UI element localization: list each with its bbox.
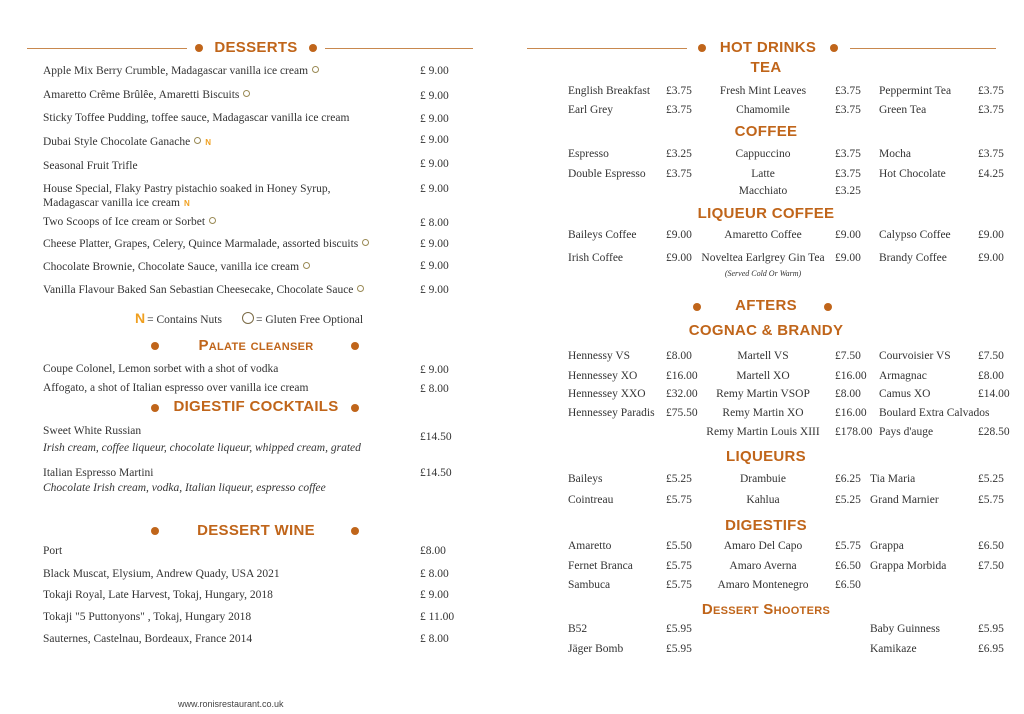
section-title-palate-cleanser: Palate cleanser bbox=[198, 337, 314, 354]
drink-price: £178.00 bbox=[835, 426, 873, 438]
dessert-item-price: £ 9.00 bbox=[420, 65, 449, 77]
wine-item-name: Port bbox=[43, 545, 63, 557]
drink-name: Pays d'auge bbox=[879, 426, 934, 438]
contains-nuts-icon: N bbox=[205, 138, 211, 147]
dessert-item bbox=[43, 260, 310, 274]
section-title-desserts: DESSERTS bbox=[214, 39, 298, 56]
drink-price: £5.75 bbox=[835, 540, 861, 552]
gluten-free-icon bbox=[209, 217, 216, 224]
drink-name: Jäger Bomb bbox=[568, 643, 624, 655]
dessert-item bbox=[43, 111, 349, 125]
dessert-item-price: £ 9.00 bbox=[420, 158, 449, 170]
drink-name: Drambuie bbox=[740, 473, 786, 485]
drink-name: Irish Coffee bbox=[568, 252, 624, 264]
drink-price: £3.25 bbox=[666, 148, 692, 160]
drink-price: £9.00 bbox=[978, 229, 1004, 241]
drink-name: Fresh Mint Leaves bbox=[719, 85, 807, 97]
serving-note: (Served Cold Or Warm) bbox=[724, 269, 802, 278]
dessert-item-name: House Special, Flaky Pastry pistachio soaked in Honey Syrup, Madagascar vanilla ice cream bbox=[43, 183, 331, 209]
drink-name: Remy Martin Louis XIII bbox=[706, 426, 820, 438]
palate-item-name: Coupe Colonel, Lemon sorbet with a shot of vodka bbox=[43, 363, 279, 375]
section-title-liqueurs: LIQUEURS bbox=[726, 448, 806, 465]
drink-price: £14.00 bbox=[978, 388, 1010, 400]
drink-name: Tia Maria bbox=[870, 473, 916, 485]
section-title-dessert-shooters: Dessert Shooters bbox=[701, 601, 831, 618]
drink-name: Amaro Montenegro bbox=[717, 579, 809, 591]
drink-name: Grappa Morbida bbox=[870, 560, 947, 572]
wine-item-name: Tokaji "5 Puttonyons" , Tokaj, Hungary 2018 bbox=[43, 611, 252, 623]
wine-item-name: Tokaji Royal, Late Harvest, Tokaj, Hungary, 2018 bbox=[43, 589, 273, 601]
drink-price: £5.25 bbox=[666, 473, 692, 485]
drink-price: £3.75 bbox=[835, 148, 861, 160]
dessert-item-name: Two Scoops of Ice cream or Sorbet bbox=[43, 216, 206, 228]
drink-name: Kamikaze bbox=[870, 643, 917, 655]
drink-price: £16.00 bbox=[835, 370, 867, 382]
drink-name: Amaro Del Capo bbox=[723, 540, 803, 552]
section-title-digestif-cocktails: DIGESTIF COCKTAILS bbox=[173, 398, 339, 415]
drink-price: £3.75 bbox=[666, 85, 692, 97]
drink-price: £7.50 bbox=[835, 350, 861, 362]
drink-price: £9.00 bbox=[835, 229, 861, 241]
cocktail-description: Chocolate Irish cream, vodka, Italian liqueur, espresso coffee bbox=[43, 482, 326, 494]
drink-name: Amaretto bbox=[568, 540, 612, 552]
dessert-item-name: Seasonal Fruit Trifle bbox=[43, 160, 138, 172]
dessert-item bbox=[43, 283, 364, 297]
drink-name: Amaretto Coffee bbox=[724, 229, 802, 241]
dessert-item bbox=[43, 237, 369, 251]
drink-name: English Breakfast bbox=[568, 85, 651, 97]
dessert-item bbox=[43, 159, 138, 173]
gluten-free-icon bbox=[357, 285, 364, 292]
drink-name: B52 bbox=[568, 623, 588, 635]
dessert-item-name: Dubai Style Chocolate Ganache bbox=[43, 136, 191, 148]
drink-price: £7.50 bbox=[978, 560, 1004, 572]
drink-price: £3.75 bbox=[835, 85, 861, 97]
drink-name: Latte bbox=[751, 168, 775, 180]
legend-gluten-free-label: = Gluten Free Optional bbox=[255, 314, 364, 326]
drink-name: Courvoisier VS bbox=[879, 350, 951, 362]
dessert-item-price: £ 9.00 bbox=[420, 238, 449, 250]
drink-price: £6.25 bbox=[835, 473, 861, 485]
drink-price: £3.75 bbox=[835, 168, 861, 180]
drink-price: £6.50 bbox=[835, 560, 861, 572]
drink-name: Macchiato bbox=[738, 185, 788, 197]
drink-price: £6.50 bbox=[835, 579, 861, 591]
dessert-item bbox=[43, 64, 319, 78]
drink-price: £5.25 bbox=[978, 473, 1004, 485]
drink-name: Armagnac bbox=[879, 370, 927, 382]
cocktail-description: Irish cream, coffee liqueur, chocolate liqueur, whipped cream, grated bbox=[43, 442, 361, 454]
drink-name: Noveltea Earlgrey Gin Tea bbox=[701, 252, 825, 264]
wine-item-name: Black Muscat, Elysium, Andrew Quady, USA 2021 bbox=[43, 568, 280, 580]
drink-name: Grappa bbox=[870, 540, 904, 552]
section-title-tea: TEA bbox=[750, 59, 782, 76]
drink-price: £8.00 bbox=[835, 388, 861, 400]
dessert-item bbox=[43, 215, 216, 229]
drink-name: Cointreau bbox=[568, 494, 614, 506]
drink-name: Peppermint Tea bbox=[879, 85, 952, 97]
wine-item-price: £ 11.00 bbox=[420, 611, 455, 623]
cocktail-price: £14.50 bbox=[420, 467, 452, 479]
gluten-free-icon bbox=[303, 262, 310, 269]
drink-price: £32.00 bbox=[666, 388, 698, 400]
cocktail-price: £14.50 bbox=[420, 431, 452, 443]
drink-price: £3.75 bbox=[666, 168, 692, 180]
gluten-free-icon bbox=[362, 239, 369, 246]
drink-name: Fernet Branca bbox=[568, 560, 633, 572]
drink-price: £3.75 bbox=[978, 85, 1004, 97]
dessert-item bbox=[43, 135, 211, 150]
drink-name: Chamomile bbox=[736, 104, 790, 116]
gluten-free-icon bbox=[242, 312, 254, 324]
drink-price: £3.75 bbox=[666, 104, 692, 116]
drink-name: Camus XO bbox=[879, 388, 931, 400]
section-title-liqueur-coffee: LIQUEUR COFFEE bbox=[697, 205, 835, 222]
drink-price: £5.95 bbox=[978, 623, 1004, 635]
drink-name: Grand Marnier bbox=[870, 494, 939, 506]
wine-item-price: £ 8.00 bbox=[420, 568, 449, 580]
dessert-item-price: £ 8.00 bbox=[420, 217, 449, 229]
wine-item-price: £ 8.00 bbox=[420, 633, 449, 645]
dessert-item-name: Sticky Toffee Pudding, toffee sauce, Madagascar vanilla ice cream bbox=[43, 112, 350, 124]
drink-price: £5.75 bbox=[978, 494, 1004, 506]
drink-price: £8.00 bbox=[978, 370, 1004, 382]
wine-item-name: Sauternes, Castelnau, Bordeaux, France 2014 bbox=[43, 633, 253, 645]
drink-price: £5.75 bbox=[666, 579, 692, 591]
drink-price: £9.00 bbox=[666, 229, 692, 241]
drink-name: Boulard Extra Calvados bbox=[879, 407, 990, 419]
drink-price: £4.25 bbox=[978, 168, 1004, 180]
dessert-item-price: £ 9.00 bbox=[420, 90, 449, 102]
drink-price: £6.50 bbox=[978, 540, 1004, 552]
drink-price: £5.95 bbox=[666, 643, 692, 655]
palate-item-price: £ 9.00 bbox=[420, 364, 449, 376]
drink-price: £3.25 bbox=[835, 185, 861, 197]
drink-name: Remy Martin XO bbox=[722, 407, 804, 419]
drink-price: £9.00 bbox=[835, 252, 861, 264]
wine-item-price: £8.00 bbox=[420, 545, 446, 557]
section-title-afters: AFTERS bbox=[735, 297, 797, 314]
gluten-free-icon bbox=[194, 137, 201, 144]
contains-nuts-icon: N bbox=[183, 199, 190, 208]
drink-price: £28.50 bbox=[978, 426, 1010, 438]
drink-price: £5.50 bbox=[666, 540, 692, 552]
section-title-dessert-wine: DESSERT WINE bbox=[197, 522, 315, 539]
dessert-item-name: Cheese Platter, Grapes, Celery, Quince Marmalade, assorted biscuits bbox=[43, 238, 359, 250]
drink-price: £3.75 bbox=[835, 104, 861, 116]
drink-name: Baileys Coffee bbox=[568, 229, 637, 241]
dessert-item bbox=[43, 88, 250, 102]
gluten-free-icon bbox=[243, 90, 250, 97]
drink-price: £5.95 bbox=[666, 623, 692, 635]
drink-name: Hennessey XXO bbox=[568, 388, 646, 400]
section-title-cognac-brandy: COGNAC & BRANDY bbox=[688, 322, 844, 339]
palate-item-name: Affogato, a shot of Italian espresso over vanilla ice cream bbox=[43, 382, 309, 394]
drink-name: Hennessey XO bbox=[568, 370, 638, 382]
drink-name: Hennessey Paradis bbox=[568, 407, 655, 419]
drink-name: Baby Guinness bbox=[870, 623, 940, 635]
drink-price: £5.25 bbox=[835, 494, 861, 506]
dessert-item-price: £ 9.00 bbox=[420, 284, 449, 296]
drink-name: Double Espresso bbox=[568, 168, 646, 180]
section-title-digestifs: DIGESTIFS bbox=[725, 517, 807, 534]
drink-name: Martell VS bbox=[737, 350, 789, 362]
allergen-legend bbox=[135, 311, 363, 327]
drink-price: £9.00 bbox=[666, 252, 692, 264]
drink-price: £6.95 bbox=[978, 643, 1004, 655]
drink-name: Brandy Coffee bbox=[879, 252, 947, 264]
contains-nuts-icon: N bbox=[135, 310, 146, 326]
dessert-item bbox=[43, 182, 330, 211]
legend-nuts-label: = Contains Nuts bbox=[147, 314, 222, 326]
dessert-item-name: Vanilla Flavour Baked San Sebastian Cheesecake, Chocolate Sauce bbox=[43, 284, 354, 296]
drink-name: Cappuccino bbox=[735, 148, 791, 160]
dessert-item-name: Chocolate Brownie, Chocolate Sauce, vanilla ice cream bbox=[43, 261, 300, 273]
wine-item-price: £ 9.00 bbox=[420, 589, 449, 601]
drink-price: £16.00 bbox=[835, 407, 867, 419]
drink-name: Martell XO bbox=[736, 370, 790, 382]
drink-name: Earl Grey bbox=[568, 104, 614, 116]
drink-name: Remy Martin VSOP bbox=[716, 388, 810, 400]
drink-price: £75.50 bbox=[666, 407, 698, 419]
drink-name: Hot Chocolate bbox=[879, 168, 946, 180]
dessert-item-price: £ 9.00 bbox=[420, 113, 449, 125]
drink-price: £5.75 bbox=[666, 494, 692, 506]
drink-price: £8.00 bbox=[666, 350, 692, 362]
gluten-free-icon bbox=[312, 66, 319, 73]
dessert-item-price: £ 9.00 bbox=[420, 183, 449, 195]
drink-price: £9.00 bbox=[978, 252, 1004, 264]
dessert-item-price: £ 9.00 bbox=[420, 260, 449, 272]
drink-name: Sambuca bbox=[568, 579, 611, 591]
drink-name: Hennessy VS bbox=[568, 350, 631, 362]
dessert-item-name: Apple Mix Berry Crumble, Madagascar vanilla ice cream bbox=[43, 65, 309, 77]
drink-name: Espresso bbox=[568, 148, 609, 160]
section-title-coffee: COFFEE bbox=[734, 123, 798, 140]
drink-name: Amaro Averna bbox=[729, 560, 797, 572]
drink-name: Green Tea bbox=[879, 104, 927, 116]
drink-price: £3.75 bbox=[978, 148, 1004, 160]
drink-name: Calypso Coffee bbox=[879, 229, 951, 241]
dessert-item-price: £ 9.00 bbox=[420, 134, 449, 146]
drink-name: Kahlua bbox=[746, 494, 780, 506]
drink-price: £3.75 bbox=[978, 104, 1004, 116]
palate-item-price: £ 8.00 bbox=[420, 383, 449, 395]
section-title-hot-drinks: HOT DRINKS bbox=[719, 39, 817, 56]
drink-name: Baileys bbox=[568, 473, 603, 485]
drink-name: Mocha bbox=[879, 148, 911, 160]
website-footer: www.ronisrestaurant.co.uk bbox=[178, 699, 284, 709]
cocktail-name: Sweet White Russian bbox=[43, 425, 142, 437]
cocktail-name: Italian Espresso Martini bbox=[43, 467, 154, 479]
drink-price: £16.00 bbox=[666, 370, 698, 382]
dessert-item-name: Amaretto Crême Brûlêe, Amaretti Biscuits bbox=[43, 89, 240, 101]
drink-price: £7.50 bbox=[978, 350, 1004, 362]
drink-price: £5.75 bbox=[666, 560, 692, 572]
